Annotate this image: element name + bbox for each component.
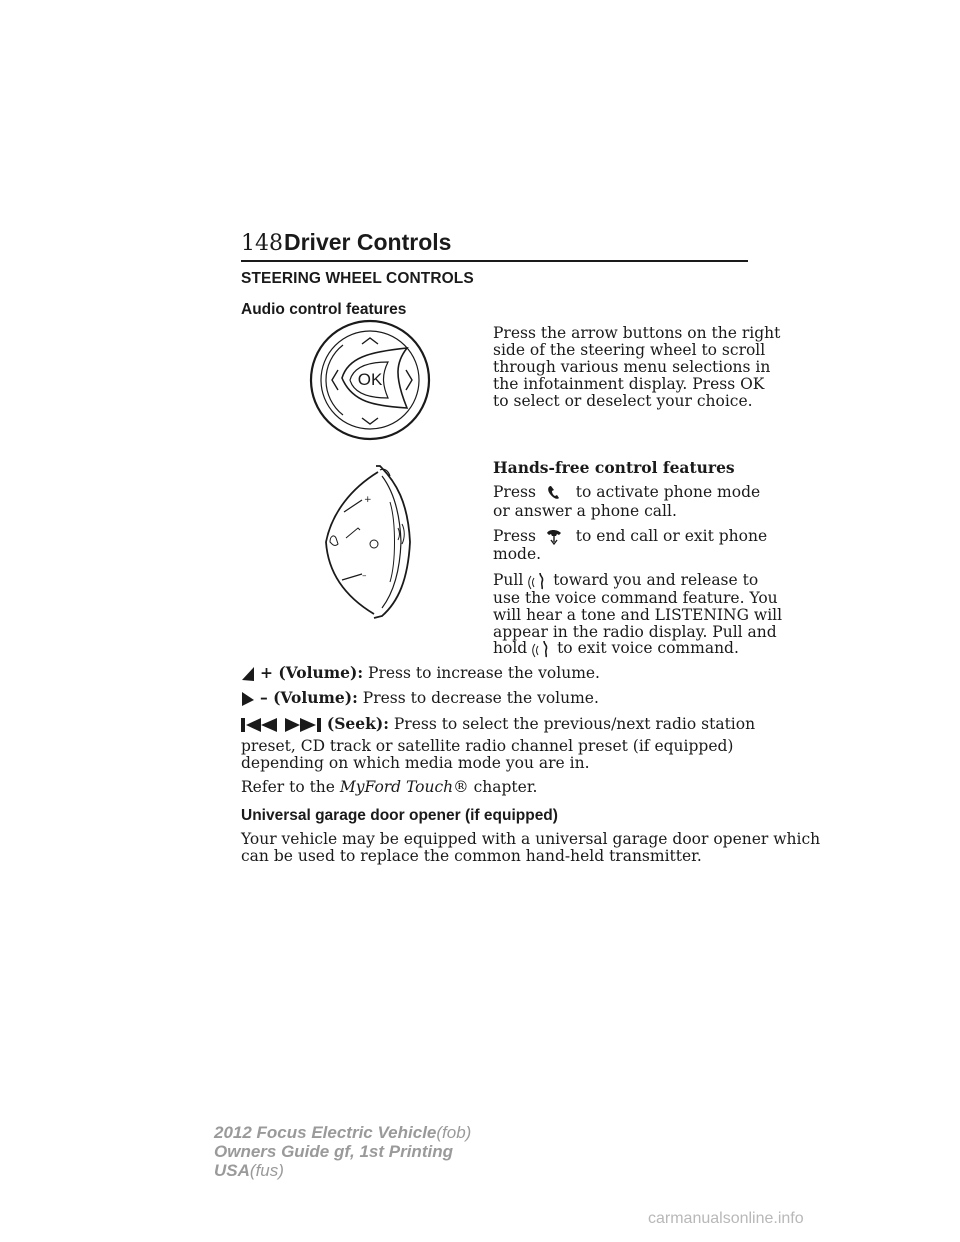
volume-down-line — [241, 689, 599, 707]
refer-line — [241, 779, 537, 796]
audio-text-line: side of the steering wheel to scroll — [493, 341, 766, 359]
volume-up-line — [241, 664, 600, 682]
voice-text: to exit voice command. — [557, 639, 739, 657]
footer-market-line — [214, 1161, 284, 1181]
volume-down-icon — [241, 691, 255, 707]
myford-touch-reference: MyFord Touch — [339, 778, 454, 796]
ok-button-label: OK — [357, 370, 383, 389]
seek-text-cont: preset, CD track or satellite radio channel preset (if equipped) — [241, 737, 734, 755]
footer-vehicle: 2012 Focus Electric Vehicle — [214, 1123, 437, 1142]
press-word: Press — [493, 527, 536, 545]
voice-command-icon — [532, 639, 552, 659]
seek-label: (Seek): — [326, 714, 389, 733]
footer-vehicle-line — [214, 1123, 471, 1143]
end-call-icon — [541, 527, 571, 547]
seek-previous-icon — [241, 717, 279, 733]
footer-vehicle-code: (fob) — [436, 1123, 472, 1142]
end-call-text-cont: mode. — [493, 545, 542, 563]
volume-up-label: + (Volume): — [259, 663, 364, 682]
seek-text-cont: depending on which media mode you are in. — [241, 754, 590, 772]
watermark: carmanualsonline.info — [648, 1210, 804, 1227]
footer-guide-line: Owners Guide gf, 1st Printing — [214, 1142, 453, 1161]
audio-text-line: the infotainment display. Press OK — [493, 375, 765, 393]
end-call-instruction-line — [493, 527, 767, 547]
volume-up-icon — [241, 666, 255, 682]
phone-text-cont: or answer a phone call. — [493, 502, 677, 520]
phone-call-icon — [541, 484, 571, 502]
garage-heading: Universal garage door opener (if equipped) — [241, 807, 558, 824]
footer-market-code: (fus) — [249, 1161, 284, 1180]
press-word: Press — [493, 483, 536, 501]
voice-hold-line — [493, 639, 739, 659]
volume-down-label: – (Volume): — [259, 688, 358, 707]
garage-text: Your vehicle may be equipped with a universal garage door opener which — [241, 830, 821, 848]
voice-text: toward you and release to — [553, 571, 759, 589]
end-call-text: to end call or exit phone — [575, 527, 768, 545]
audio-text-line: to select or deselect your choice. — [493, 392, 753, 410]
hands-free-control-illustration — [318, 462, 418, 622]
seek-line — [241, 715, 755, 733]
phone-text: to activate phone mode — [575, 483, 761, 501]
header-rule — [241, 260, 748, 262]
registered-mark: ® — [453, 778, 469, 796]
hands-free-heading: Hands-free control features — [493, 458, 735, 477]
phone-instruction-line — [493, 484, 760, 502]
svg-text:–: – — [362, 571, 367, 581]
footer-market: USA — [214, 1161, 250, 1180]
volume-up-text: Press to increase the volume. — [368, 664, 600, 682]
refer-prefix: Refer to the — [241, 778, 335, 796]
voice-text-cont: will hear a tone and LISTENING will — [493, 606, 783, 624]
page-number: 148 — [241, 231, 283, 256]
volume-down-text: Press to decrease the volume. — [362, 689, 599, 707]
audio-heading: Audio control features — [241, 301, 407, 318]
voice-instruction-line — [493, 571, 758, 591]
section-heading: STEERING WHEEL CONTROLS — [241, 270, 474, 287]
svg-text:+: + — [364, 495, 372, 505]
voice-text-cont: appear in the radio display. Pull and — [493, 623, 777, 641]
voice-command-icon — [528, 571, 548, 591]
pull-word: Pull — [493, 571, 524, 589]
seek-text: Press to select the previous/next radio station — [393, 715, 756, 733]
hold-word: hold — [493, 639, 528, 657]
seek-next-icon — [284, 717, 322, 733]
voice-text-cont: use the voice command feature. You — [493, 589, 778, 607]
refer-suffix: chapter. — [473, 778, 538, 796]
section-title: Driver Controls — [284, 229, 452, 255]
audio-text-line: Press the arrow buttons on the right — [493, 324, 781, 342]
audio-text-line: through various menu selections in — [493, 358, 771, 376]
garage-text-cont: can be used to replace the common hand-held transmitter. — [241, 847, 702, 865]
